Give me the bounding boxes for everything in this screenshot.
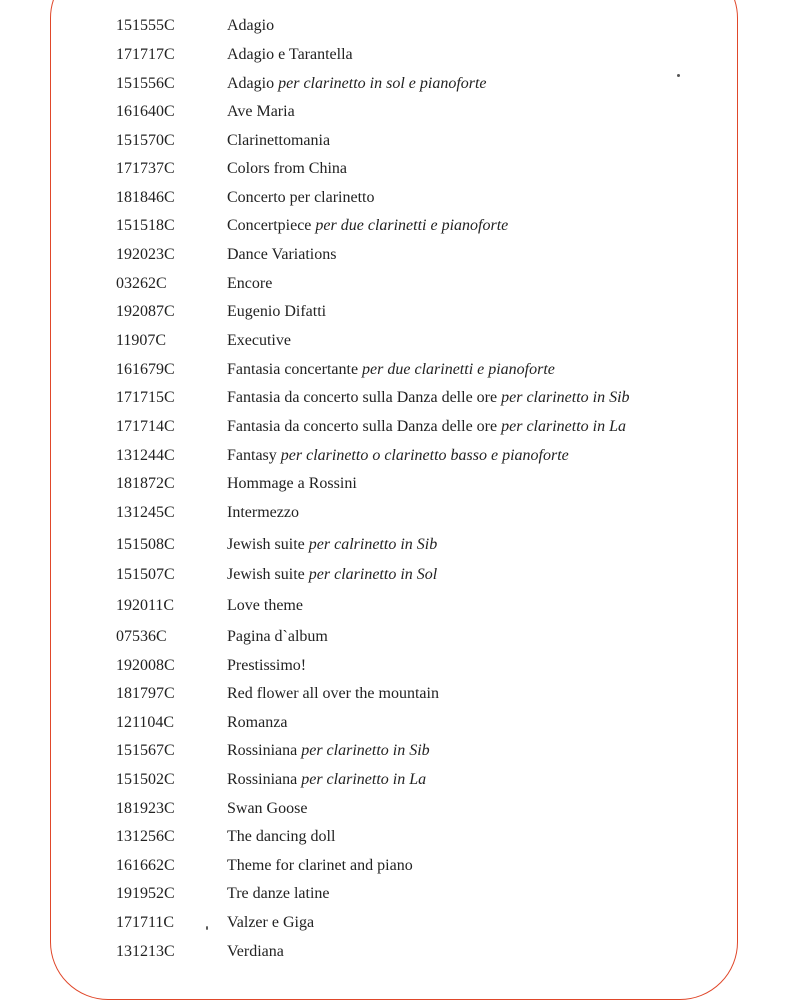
catalog-code: 11907C <box>116 332 167 349</box>
catalog-code: 151508C <box>116 536 175 553</box>
catalog-title <box>227 214 508 238</box>
catalog-title-main: Colors from China <box>227 160 347 177</box>
catalog-title <box>227 444 569 468</box>
catalog-title-main: Encore <box>227 275 273 292</box>
catalog-code: 121104C <box>116 714 175 731</box>
catalog-entry <box>0 214 800 238</box>
catalog-code: 151507C <box>116 566 175 583</box>
catalog-title-main: Swan Goose <box>227 800 308 817</box>
catalog-entry <box>0 594 800 618</box>
catalog-entry <box>0 825 800 849</box>
catalog-entry <box>0 243 800 267</box>
catalog-title <box>227 739 430 763</box>
catalog-code: 131256C <box>116 828 175 845</box>
catalog-title-main: Prestissimo! <box>227 657 307 674</box>
catalog-entry <box>0 797 800 821</box>
catalog-code: 03262C <box>116 275 167 292</box>
catalog-entry <box>0 472 800 496</box>
catalog-title <box>227 415 626 439</box>
catalog-code: 151570C <box>116 132 175 149</box>
catalog-title-main: Jewish suite <box>227 566 305 583</box>
catalog-title-main: Verdiana <box>227 943 284 960</box>
catalog-code: 181923C <box>116 800 175 817</box>
catalog-title <box>227 711 287 735</box>
catalog-title-main: Hommage a Rossini <box>227 475 357 492</box>
catalog-entry <box>0 654 800 678</box>
catalog-title-main: Fantasia concertante <box>227 361 359 378</box>
catalog-entry <box>0 272 800 296</box>
catalog-title <box>227 594 303 618</box>
catalog-code: 151567C <box>116 742 175 759</box>
catalog-code: 181797C <box>116 685 175 702</box>
catalog-title <box>227 825 335 849</box>
catalog-title-main: Romanza <box>227 714 288 731</box>
catalog-title-main: Dance Variations <box>227 246 337 263</box>
catalog-title-main: Rossiniana <box>227 742 298 759</box>
catalog-title-main: Love theme <box>227 597 303 614</box>
catalog-title-main: Rossiniana <box>227 771 298 788</box>
catalog-code: 161679C <box>116 361 175 378</box>
catalog-entry <box>0 129 800 153</box>
catalog-entry <box>0 739 800 763</box>
catalog-title-main: Pagina d`album <box>227 628 328 645</box>
catalog-title <box>227 43 353 67</box>
catalog-instrumentation: per clarinetto o clarinetto basso e pianoforte <box>280 447 569 464</box>
catalog-code: 171717C <box>116 46 175 63</box>
catalog-code: 151502C <box>116 771 175 788</box>
catalog-entry <box>0 533 800 557</box>
catalog-code: 192008C <box>116 657 175 674</box>
catalog-title-main: Adagio e Tarantella <box>227 46 353 63</box>
catalog-title <box>227 129 330 153</box>
catalog-title-main: Adagio <box>227 75 275 92</box>
catalog-title-main: Valzer e Giga <box>227 914 315 931</box>
catalog-title-main: Fantasia da concerto sulla Danza delle ore <box>227 418 498 435</box>
catalog-code: 161662C <box>116 857 175 874</box>
catalog-title-main: Jewish suite <box>227 536 305 553</box>
catalog-entry <box>0 444 800 468</box>
catalog-entry <box>0 157 800 181</box>
catalog-title <box>227 72 487 96</box>
catalog-title <box>227 14 274 38</box>
catalog-entry <box>0 768 800 792</box>
catalog-code: 171714C <box>116 418 175 435</box>
catalog-title <box>227 243 336 267</box>
catalog-title-main: Intermezzo <box>227 504 299 521</box>
catalog-title <box>227 533 437 557</box>
catalog-code: 07536C <box>116 628 167 645</box>
catalog-entry <box>0 186 800 210</box>
catalog-instrumentation: per clarinetto in La <box>301 771 427 788</box>
catalog-title <box>227 358 555 382</box>
catalog-title <box>227 272 272 296</box>
catalog-entry <box>0 911 800 935</box>
catalog-entry <box>0 386 800 410</box>
catalog-title <box>227 940 284 964</box>
catalog-title <box>227 768 426 792</box>
catalog-title-main: Red flower all over the mountain <box>227 685 439 702</box>
catalog-title <box>227 654 306 678</box>
catalog-title <box>227 563 437 587</box>
catalog-instrumentation: per due clarinetti e pianoforte <box>362 361 555 378</box>
catalog-title <box>227 682 439 706</box>
catalog-title <box>227 186 375 210</box>
catalog-entry <box>0 72 800 96</box>
catalog-title-main: Clarinettomania <box>227 132 331 149</box>
catalog-title <box>227 472 357 496</box>
catalog-code: 151556C <box>116 75 175 92</box>
catalog-title <box>227 329 291 353</box>
catalog-entry <box>0 43 800 67</box>
catalog-title <box>227 100 295 124</box>
catalog-title-main: Concerto per clarinetto <box>227 189 375 206</box>
catalog-code: 192087C <box>116 303 175 320</box>
catalog-entry <box>0 300 800 324</box>
catalog-entry <box>0 358 800 382</box>
catalog-instrumentation: per clarinetto in sol e pianoforte <box>278 75 487 92</box>
catalog-code: 181872C <box>116 475 175 492</box>
catalog-title-main: Concertpiece <box>227 217 312 234</box>
catalog-title <box>227 797 307 821</box>
catalog-entry <box>0 563 800 587</box>
catalog-code: 131245C <box>116 504 175 521</box>
catalog-entry <box>0 14 800 38</box>
catalog-title <box>227 300 326 324</box>
catalog-code: 192023C <box>116 246 175 263</box>
catalog-title <box>227 911 314 935</box>
catalog-entry <box>0 940 800 964</box>
catalog-title <box>227 501 299 525</box>
catalog-title <box>227 854 413 878</box>
catalog-title-main: Fantasy <box>227 447 277 464</box>
catalog-title-main: Fantasia da concerto sulla Danza delle ore <box>227 389 498 406</box>
catalog-code: 131213C <box>116 943 175 960</box>
catalog-title-main: Theme for clarinet and piano <box>227 857 413 874</box>
catalog-code: 171737C <box>116 160 175 177</box>
catalog-entry <box>0 625 800 649</box>
catalog-title-main: Executive <box>227 332 291 349</box>
catalog-code: 171711C <box>116 914 175 931</box>
catalog-instrumentation: per clarinetto in Sib <box>501 389 630 406</box>
catalog-code: 181846C <box>116 189 175 206</box>
catalog-title <box>227 386 630 410</box>
catalog-entry <box>0 711 800 735</box>
catalog-title <box>227 157 347 181</box>
catalog-instrumentation: per clarinetto in La <box>501 418 626 435</box>
catalog-entry <box>0 329 800 353</box>
catalog-code: 191952C <box>116 885 175 902</box>
catalog-instrumentation: per calrinetto in Sib <box>308 536 438 553</box>
catalog-title-main: Eugenio Difatti <box>227 303 327 320</box>
catalog-instrumentation: per clarinetto in Sol <box>308 566 438 583</box>
catalog-entry <box>0 501 800 525</box>
catalog-title-main: Tre danze latine <box>227 885 330 902</box>
catalog-code: 171715C <box>116 389 175 406</box>
catalog-title <box>227 625 328 649</box>
catalog-entry <box>0 882 800 906</box>
catalog-instrumentation: per clarinetto in Sib <box>301 742 430 759</box>
catalog-title-main: Adagio <box>227 17 275 34</box>
catalog-title-main: The dancing doll <box>227 828 336 845</box>
catalog-code: 192011C <box>116 597 175 614</box>
catalog-entry <box>0 854 800 878</box>
catalog-entry <box>0 415 800 439</box>
catalog-code: 151555C <box>116 17 175 34</box>
catalog-title <box>227 882 329 906</box>
catalog-instrumentation: per due clarinetti e pianoforte <box>315 217 509 234</box>
catalog-entry <box>0 682 800 706</box>
catalog-title-main: Ave Maria <box>227 103 295 120</box>
catalog-code: 151518C <box>116 217 175 234</box>
catalog-code: 161640C <box>116 103 175 120</box>
catalog-code: 131244C <box>116 447 175 464</box>
catalog-entry <box>0 100 800 124</box>
